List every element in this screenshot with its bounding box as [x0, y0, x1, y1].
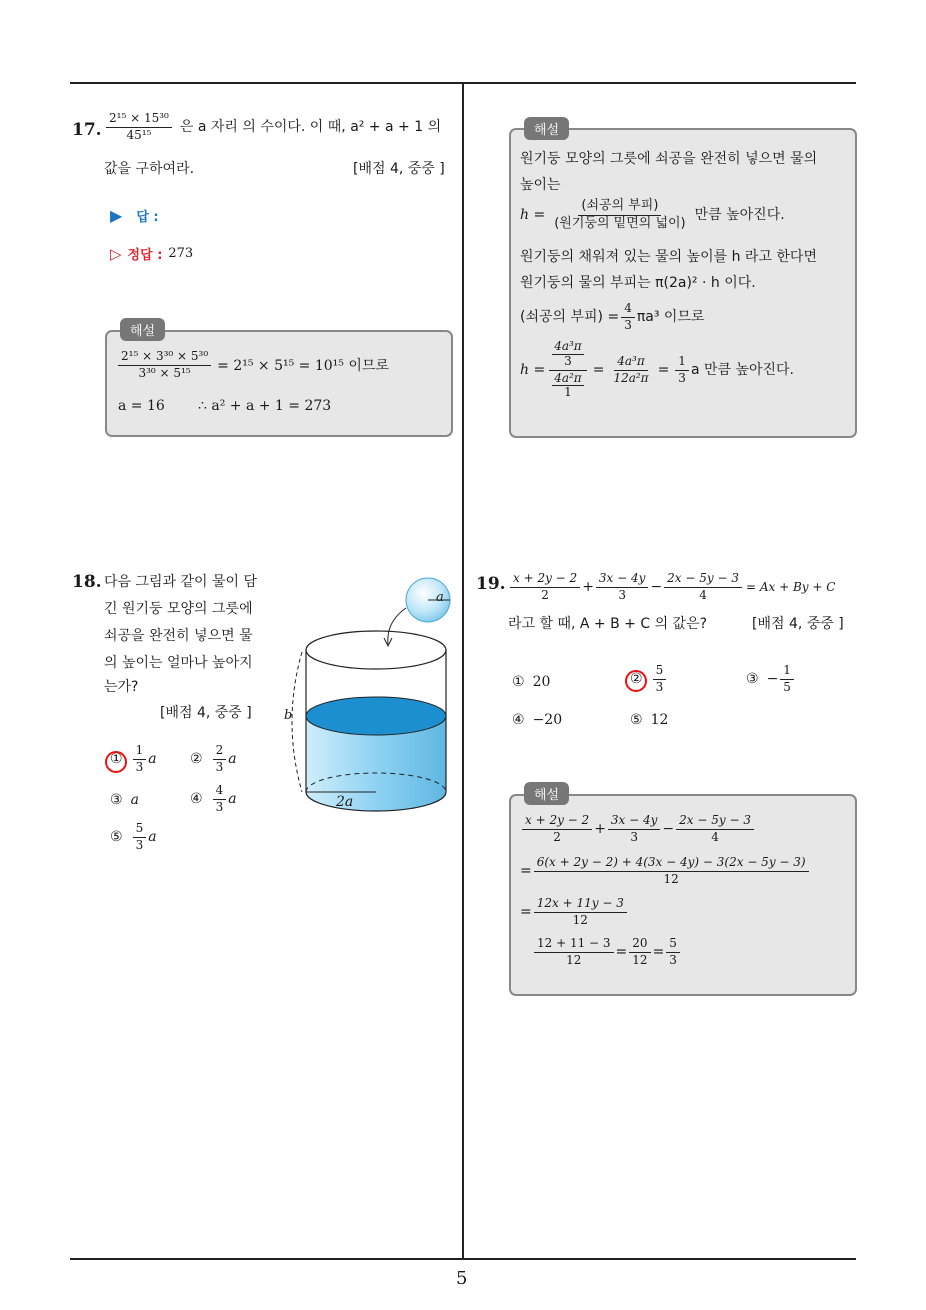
q16-sol-l5: 원기둥의 물의 부피는 π(2a)² · h 이다. [520, 275, 756, 291]
q18-line-4: 는가? [104, 679, 139, 695]
q19-sol-t1-num: x + 2y − 2 [522, 814, 592, 830]
q16-l7-f3-num: 1 [675, 355, 689, 371]
q19-sol-t2-num: 3x − 4y [608, 814, 661, 830]
q17-sol-fraction [118, 350, 211, 381]
q19-sol-s2-den: 12 [572, 912, 588, 927]
cylinder-figure [280, 572, 460, 822]
q18-score: [배점 4, 중중 ] [160, 705, 252, 721]
q19-sol-eq3: = [520, 904, 532, 921]
q19-c1-plain: 20 [532, 674, 551, 690]
q17-correct-value: 273 [168, 246, 194, 261]
q19-sol-s2 [534, 897, 627, 928]
q16-l7-bignum-den: 3 [564, 353, 572, 368]
q18-c4-suffix: a [228, 791, 237, 808]
q19-score: [배점 4, 중중 ] [752, 616, 844, 632]
q19-sol-s3c [666, 937, 680, 968]
q19-minus: − [650, 579, 663, 596]
q16-l7-f2-den: 12a²π [613, 370, 649, 385]
q18-c4-den: 3 [215, 799, 224, 814]
q16-h-den: (원기둥의 밑면의 넓이) [554, 215, 686, 231]
q16-sol-l2: 높이는 [520, 177, 561, 193]
q19-sol-minus: − [662, 821, 675, 838]
q16-solution-tag: 해설 [524, 117, 569, 140]
q18-line-1: 긴 원기둥 모양의 그릇에 [104, 601, 253, 617]
q18-number: 18. [72, 572, 102, 592]
q19-sol-s3c-den: 3 [669, 952, 677, 967]
q19-sol-s2-num: 12x + 11y − 3 [534, 897, 627, 913]
play-arrow-icon: ▶ [110, 206, 123, 225]
q16-l7-f3 [675, 355, 689, 386]
q16-sol-l6 [520, 302, 704, 333]
q17-correct-label: 정답 : [127, 248, 163, 263]
q17-solution-box [105, 330, 453, 437]
q16-l7-bigden-num: 4a²π [554, 370, 582, 385]
q19-sol-eq2: = [520, 863, 532, 880]
q16-h-eq: h = [520, 207, 546, 224]
q18-c1-suffix: a [148, 751, 157, 768]
q18-choice-4-num: ④ [190, 791, 203, 808]
q17-answer-label: 답 : [136, 210, 159, 225]
q18-choice-5-num: ⑤ [110, 829, 123, 846]
q17-sol-rest: = 2¹⁵ × 5¹⁵ = 10¹⁵ 이므로 [217, 358, 389, 375]
q19-sol-s3b-den: 12 [632, 952, 648, 967]
q18-choice-1-frac [133, 744, 147, 775]
q17-solution-tag: 해설 [120, 318, 165, 341]
q19-sol-s1-num: 6(x + 2y − 2) + 4(3x − 4y) − 3(2x − 5y − 3) [534, 856, 809, 872]
q16-sol-l3 [520, 199, 785, 232]
q17-text1: 은 a 자리 의 수이다. 이 때, a² + a + 1 의 [179, 118, 442, 135]
q19-sol-t1-den: 2 [553, 829, 561, 844]
q19-sol-t3 [676, 814, 754, 845]
q16-h-frac [551, 199, 688, 232]
q19-sol-t2-den: 3 [630, 829, 638, 844]
q19-plus: + [582, 579, 594, 596]
q17-sol-line2b: ∴ a² + a + 1 = 273 [198, 398, 332, 414]
q17-sol-den: 3³⁰ × 5¹⁵ [138, 365, 191, 380]
q18-c4-num: 4 [213, 784, 227, 800]
q17-answer-row [110, 206, 159, 225]
q16-l7-h: h = [520, 362, 546, 379]
q19-choice-3-num: ③ [746, 671, 759, 688]
q19-choice-4-num: ④ [512, 712, 525, 728]
q18-choice-3-num: ③ [110, 792, 123, 808]
q19-sol-eq4: = [615, 944, 628, 961]
q17-sol-line2a: a = 16 [118, 398, 165, 414]
fig-label-a: a [436, 590, 444, 605]
q19-choice-1-num: ① [512, 674, 525, 690]
q19-sol-s1-den: 12 [663, 871, 679, 886]
q19-sol-t2 [608, 814, 661, 845]
q17-stem [104, 112, 441, 143]
q18-c1-den: 3 [135, 759, 144, 774]
q16-sol-l4: 원기둥의 채워져 있는 물의 높이를 h 라고 한다면 [520, 249, 817, 265]
q19-choice-2-num: ② [630, 671, 643, 688]
q19-number: 19. [476, 574, 506, 594]
q19-t1-den: 2 [541, 587, 549, 602]
q19-t2-den: 3 [618, 587, 626, 602]
q19-rhs: = Ax + By + C [745, 580, 836, 595]
q19-sol-plus: + [594, 821, 606, 838]
q16-l6a: (쇠공의 부피) = [520, 308, 620, 325]
q16-l7-f2 [610, 355, 651, 386]
q16-sol-l7 [520, 340, 794, 400]
q18-c1-num: 1 [133, 744, 147, 760]
q18-c3-plain: a [130, 792, 139, 808]
q19-c2-den: 3 [655, 679, 664, 694]
q16-l7-eq2: = [657, 362, 670, 379]
q18-c5-den: 3 [135, 837, 144, 852]
q18-choice-5-frac [133, 822, 147, 853]
q19-c3-den: 5 [783, 679, 791, 694]
fig-label-b: b [284, 708, 293, 723]
q16-l7-bignum [549, 340, 587, 371]
q19-line2: 라고 할 때, A + B + C 의 값은? [508, 616, 708, 632]
q17-solution-line1 [116, 350, 389, 381]
q16-l7-bigden-den: 1 [564, 385, 572, 400]
q16-l7-bigfrac [549, 340, 587, 400]
q19-choice-5[interactable] [630, 712, 668, 728]
q19-choice-3[interactable] [746, 664, 796, 695]
q17-sol-num: 2¹⁵ × 3³⁰ × 5³⁰ [118, 350, 211, 366]
q18-choice-1-num: ① [110, 751, 123, 768]
q19-sol-t3-num: 2x − 5y − 3 [676, 814, 754, 830]
q19-sol-s3c-num: 5 [666, 937, 680, 953]
q19-sol-t3-den: 4 [711, 829, 719, 844]
q18-c2-num: 2 [213, 744, 227, 760]
q17-number: 17. [72, 120, 102, 140]
q16-h-num: (쇠공의 부피) [578, 199, 661, 216]
q16-l7-f3-den: 3 [678, 370, 686, 385]
q19-c2-num: 5 [653, 664, 667, 680]
q18-line-0: 다음 그림과 같이 물이 담 [104, 574, 258, 590]
q18-choice-4-frac [213, 784, 227, 815]
q19-sol-line2 [520, 856, 811, 887]
q19-t2 [596, 572, 649, 603]
q19-t3 [664, 572, 742, 603]
q19-c5-plain: 12 [650, 712, 669, 728]
q18-choice-4[interactable] [190, 784, 237, 815]
cylinder-top [306, 631, 446, 669]
outline-arrow-icon: ▷ [110, 244, 122, 263]
q19-sol-s3-den: 12 [566, 952, 582, 967]
fig-label-2a: 2a [336, 794, 354, 810]
q19-choice-5-num: ⑤ [630, 712, 643, 728]
q19-choice-2-frac [653, 664, 667, 695]
q19-choice-4[interactable] [512, 712, 562, 728]
q16-sol-l1: 원기둥 모양의 그릇에 쇠공을 완전히 넣으면 물의 [520, 151, 818, 167]
q18-c2-suffix: a [228, 751, 237, 768]
q18-choice-2-frac [213, 744, 227, 775]
bottom-rule [70, 1258, 856, 1260]
q19-t3-den: 4 [699, 587, 707, 602]
q19-sol-s3 [534, 937, 614, 968]
q18-c2-den: 3 [215, 759, 224, 774]
q19-sol-s3b-num: 20 [629, 937, 650, 953]
q16-l7-f2-num: 4a³π [614, 355, 648, 371]
q17-frac-den: 45¹⁵ [126, 127, 152, 142]
q19-sol-s3b [629, 937, 650, 968]
q18-choice-2[interactable] [190, 744, 237, 775]
q18-line-2: 쇠공을 완전히 넣으면 물 [104, 628, 253, 644]
q19-sol-line3 [520, 897, 629, 928]
q18-selected-mark [105, 751, 127, 773]
q18-c5-suffix: a [148, 829, 157, 846]
q17-text2: 값을 구하여라. [104, 161, 195, 177]
q16-l6b: πa³ 이므로 [636, 308, 705, 325]
q16-l7-end: a 만큼 높아진다. [690, 361, 795, 378]
q18-choice-5[interactable] [110, 822, 157, 853]
q19-sol-s1 [534, 856, 809, 887]
q16-l7-bignum-num: 4a³π [554, 339, 582, 353]
q19-t1 [510, 572, 580, 603]
page-number: 5 [456, 1268, 468, 1289]
q19-selected-mark [625, 670, 647, 692]
q16-h-after: 만큼 높아진다. [694, 206, 785, 223]
q17-fraction [106, 112, 172, 143]
q19-sol-s3-num: 12 + 11 − 3 [534, 937, 614, 953]
q17-correct-row [110, 244, 193, 263]
q19-c3-num: 1 [780, 664, 794, 680]
water-surface [306, 697, 446, 735]
q19-solution-tag: 해설 [524, 782, 569, 805]
q19-t1-num: x + 2y − 2 [510, 572, 580, 588]
q16-l7-eq1: = [592, 362, 605, 379]
q19-t3-num: 2x − 5y − 3 [664, 572, 742, 588]
q19-sol-eq5: = [652, 944, 665, 961]
q18-choice-2-num: ② [190, 751, 203, 768]
q18-c5-num: 5 [133, 822, 147, 838]
q19-choice-1[interactable] [512, 674, 550, 690]
q16-l6-frac [621, 302, 635, 333]
q19-c4-plain: −20 [532, 712, 563, 728]
q17-frac-num: 2¹⁵ × 15³⁰ [106, 112, 172, 128]
q19-sol-line4 [532, 937, 682, 968]
q19-sol-line1 [520, 814, 756, 845]
column-divider [462, 83, 464, 1259]
q18-choice-3[interactable] [110, 792, 139, 808]
q17-score: [배점 4, 중중 ] [353, 161, 445, 177]
q16-l7-bigden [549, 371, 587, 401]
q19-sol-t1 [522, 814, 592, 845]
q19-c3-sign: − [766, 671, 779, 688]
q19-t2-num: 3x − 4y [596, 572, 649, 588]
q19-equation [508, 572, 835, 603]
q16-l6-den: 3 [624, 317, 632, 332]
q18-line-3: 의 높이는 얼마나 높아지 [104, 655, 253, 671]
q16-l6-num: 4 [621, 302, 635, 318]
q19-choice-3-frac [780, 664, 794, 695]
